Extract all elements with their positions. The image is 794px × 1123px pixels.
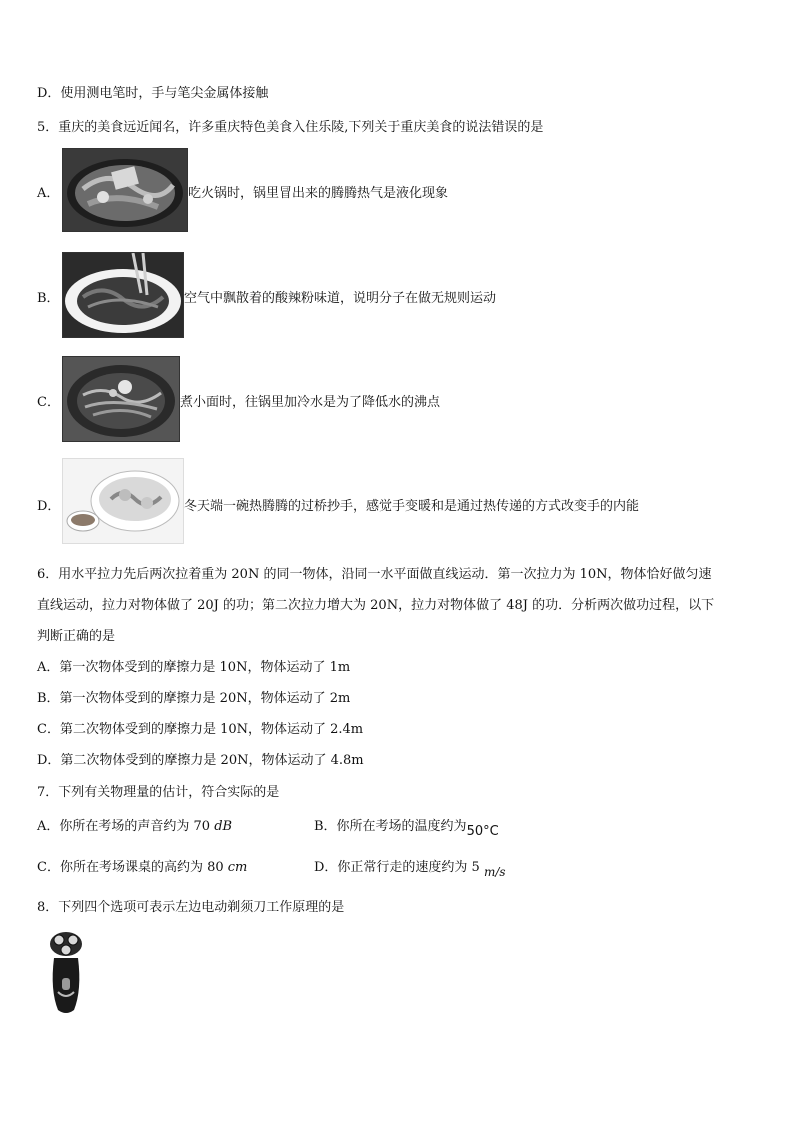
q7-option-d xyxy=(314,856,506,879)
q7-option-a-unit: dB xyxy=(214,819,233,834)
q7-option-b-unit: 50°C xyxy=(466,824,499,839)
noodle-soup-image xyxy=(62,356,180,442)
q6-option-a: A．第一次物体受到的摩擦力是 10N，物体运动了 1m xyxy=(37,660,351,675)
q7-option-c-text: C．你所在考场课桌的高约为 80 xyxy=(37,860,228,875)
electric-shaver-image xyxy=(46,930,86,1016)
q8-stem: 8．下列四个选项可表示左边电动剃须刀工作原理的是 xyxy=(37,900,345,915)
q5-stem: 5．重庆的美食远近闻名，许多重庆特色美食入住乐陵,下列关于重庆美食的说法错误的是 xyxy=(37,120,544,135)
q5-option-c-label: C． xyxy=(37,395,60,410)
q5-option-d-label: D． xyxy=(37,499,61,514)
q5-option-a-text: 吃火锅时，锅里冒出来的腾腾热气是液化现象 xyxy=(188,186,449,201)
q6-stem-line-1: 6．用水平拉力先后两次拉着重为 20N 的同一物体，沿同一水平面做直线运动．第一次拉力为 10N，物体恰好做匀速 xyxy=(37,567,712,582)
q7-option-b-text: B．你所在考场的温度约为 xyxy=(314,819,467,834)
hotpot-image xyxy=(62,148,188,232)
wonton-bowl-image xyxy=(62,458,184,544)
q4-option-d: D．使用测电笔时，手与笔尖金属体接触 xyxy=(37,86,269,101)
q5-option-a-label: A． xyxy=(37,186,60,201)
q7-option-d-unit: m/s xyxy=(483,865,506,879)
q5-option-d-text: 冬天端一碗热腾腾的过桥抄手，感觉手变暖和是通过热传递的方式改变手的内能 xyxy=(184,499,640,514)
q6-option-b: B．第一次物体受到的摩擦力是 20N，物体运动了 2m xyxy=(37,691,351,706)
q6-option-c: C．第二次物体受到的摩擦力是 10N，物体运动了 2.4m xyxy=(37,722,364,737)
q7-option-c xyxy=(37,856,247,875)
noodle-bowl-image xyxy=(62,252,184,338)
q6-stem-line-3: 判断正确的是 xyxy=(37,629,116,644)
q7-option-a xyxy=(37,815,232,834)
q7-option-c-unit: cm xyxy=(227,860,248,875)
q7-option-b xyxy=(314,815,499,839)
q5-option-b-text: 空气中飘散着的酸辣粉味道，说明分子在做无规则运动 xyxy=(184,291,497,306)
q5-option-b-label: B． xyxy=(37,291,60,306)
q5-option-c-text: 煮小面时，往锅里加冷水是为了降低水的沸点 xyxy=(180,395,441,410)
q6-option-d: D．第二次物体受到的摩擦力是 20N，物体运动了 4.8m xyxy=(37,753,364,768)
q6-stem-line-2: 直线运动，拉力对物体做了 20J 的功；第二次拉力增大为 20N，拉力对物体做了 48J 的功．分析两次做功过程，以下 xyxy=(37,598,715,613)
q7-stem: 7．下列有关物理量的估计，符合实际的是 xyxy=(37,785,280,800)
q7-option-d-text: D．你正常行走的速度约为 5 xyxy=(314,860,484,875)
q7-option-a-text: A．你所在考场的声音约为 70 xyxy=(37,819,215,834)
